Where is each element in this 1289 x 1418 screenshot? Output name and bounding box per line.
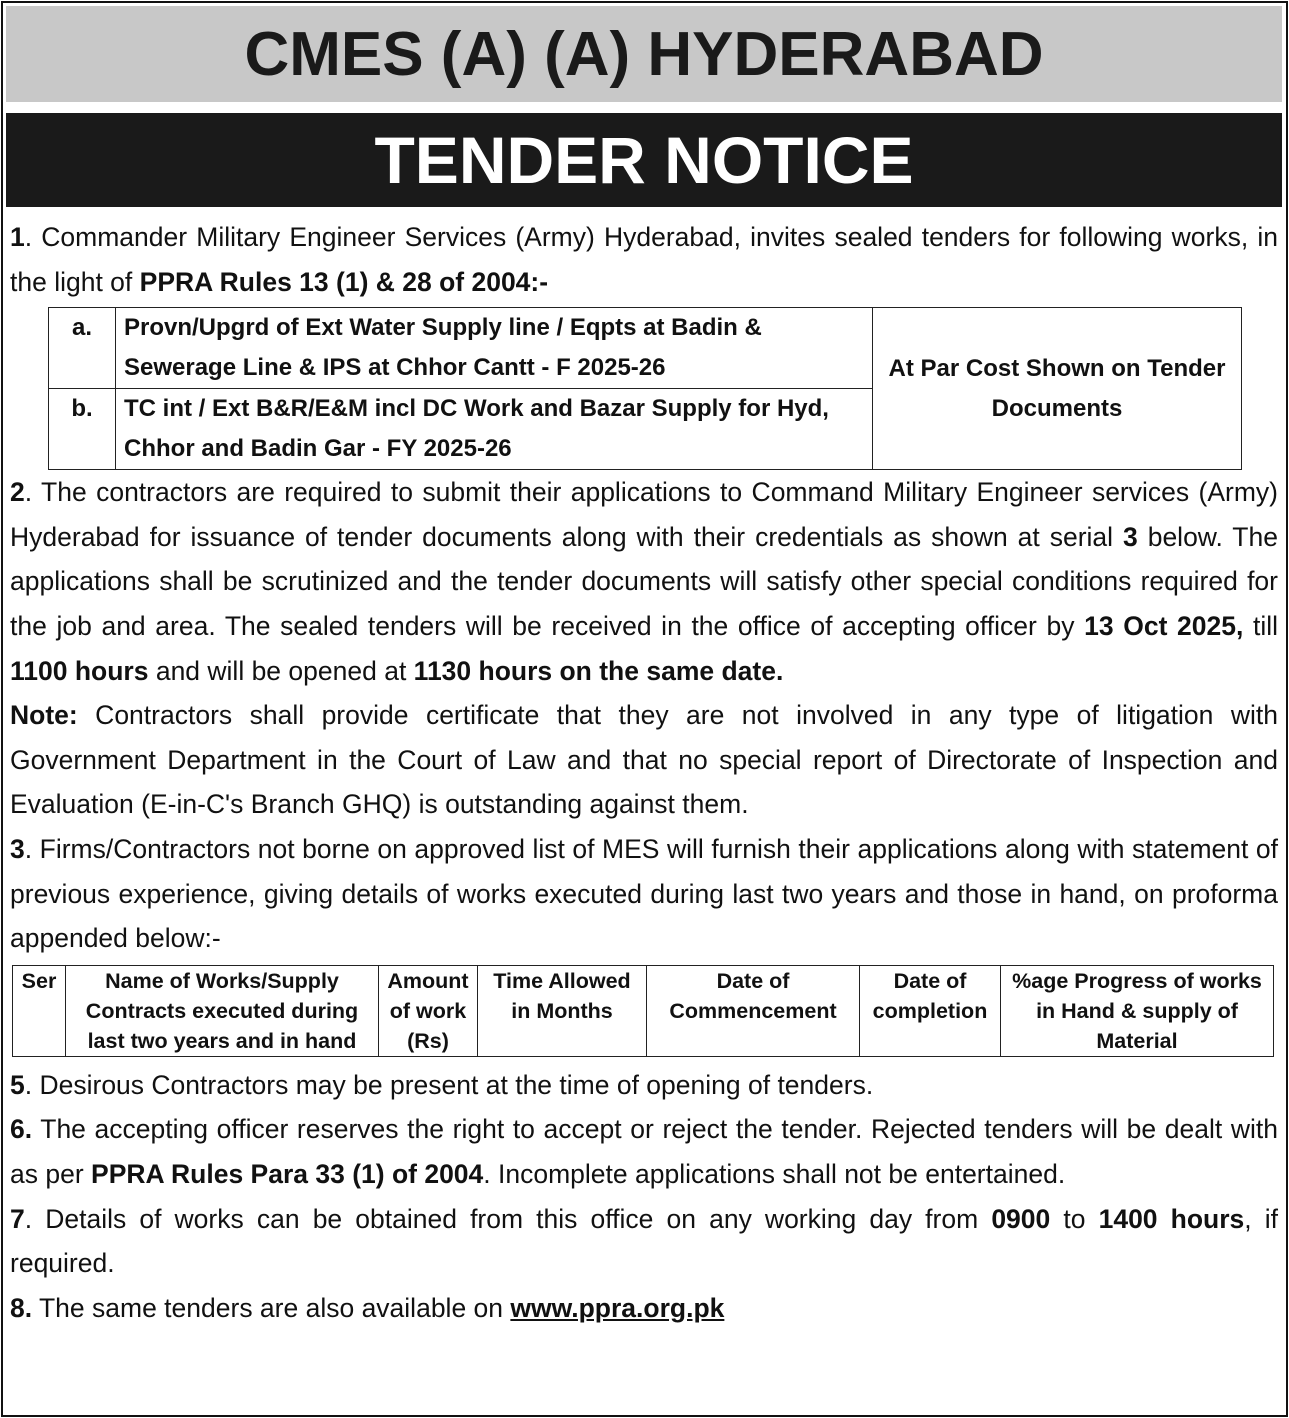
page-title: TENDER NOTICE	[6, 113, 1282, 207]
work-ser: a.	[49, 308, 116, 389]
para-number: 6.	[10, 1114, 33, 1145]
para-text: and will be opened at	[148, 655, 414, 686]
col-header: Name of Works/Supply Contracts executed during last two years and in hand	[66, 965, 379, 1056]
note-text: Contractors shall provide certificate that they are not involved in any type of litigation with Government Department in the Court of Law and that no special report of Directorate of Inspection and Evaluation (E-in-C's Branch GHQ) is outstanding against them.	[10, 700, 1278, 820]
para-text: . Incomplete applications shall not be entertained.	[483, 1158, 1066, 1189]
para-number: 2	[10, 477, 25, 508]
col-header: Ser	[13, 965, 66, 1056]
paragraph-8	[10, 1286, 1278, 1331]
col-header: %age Progress of works in Hand & supply of Material	[1001, 965, 1274, 1056]
para-text: The accepting officer reserves the right to accept or reject the tender. Rejected tenders will be dealt with as per	[10, 1114, 1278, 1189]
office-header: CMES (A) (A) HYDERABAD	[6, 6, 1282, 102]
para-number: 5	[10, 1069, 25, 1100]
paragraph-1	[10, 215, 1278, 304]
para-bold: 1400 hours	[1098, 1203, 1245, 1234]
para-bold: PPRA Rules 13 (1) & 28 of 2004:-	[139, 266, 549, 297]
ppra-link[interactable]: www.ppra.org.pk	[510, 1292, 725, 1323]
para-number: 7	[10, 1203, 25, 1234]
proforma-table	[12, 965, 1274, 1057]
works-table	[48, 307, 1242, 470]
para-number: 3	[10, 833, 25, 864]
col-header: Time Allowed in Months	[478, 965, 647, 1056]
para-number: 1	[10, 222, 25, 252]
col-header: Date of Commencement	[647, 965, 860, 1056]
paragraph-5	[10, 1063, 1278, 1108]
para-bold: PPRA Rules Para 33 (1) of 2004	[91, 1158, 484, 1189]
paragraph-3	[10, 827, 1278, 961]
para-text: . The contractors are required to submit their applications to Command Military Engineer services (Army) Hyderabad for issuance of tender documents along with their credentials as shown at serial	[10, 477, 1278, 552]
para-text: . Commander Military Engineer Services (Army) Hyderabad, invites sealed tenders for following works, in the light of	[10, 222, 1278, 297]
work-cost: At Par Cost Shown on Tender Documents	[873, 308, 1242, 470]
para-text: . Desirous Contractors may be present at the time of opening of tenders.	[24, 1069, 874, 1100]
para-text: below. The applications shall be scrutinized and the tender documents will satisfy other special conditions required for the job and area. The sealed tenders will be received in the office of accepting officer by	[10, 521, 1278, 641]
para-text: , if required.	[10, 1203, 1279, 1279]
col-header: Date of completion	[860, 965, 1001, 1056]
paragraph-2	[10, 470, 1278, 693]
work-ser: b.	[49, 389, 116, 470]
note-label: Note:	[10, 700, 78, 731]
paragraph-7	[10, 1197, 1278, 1286]
opening-time: 1130 hours on the same date.	[413, 655, 784, 686]
para-text: The same tenders are also available on	[32, 1292, 511, 1323]
col-header: Amount of work (Rs)	[379, 965, 478, 1056]
para-text: . Firms/Contractors not borne on approved list of MES will furnish their applications along with statement of previous experience, giving details of works executed during last two years and those in hand, on proforma appended below:-	[10, 833, 1278, 954]
deadline-time: 1100 hours	[10, 655, 149, 686]
table-header-row	[13, 965, 1274, 1056]
para-text: till	[1243, 610, 1279, 641]
notice-body	[10, 215, 1278, 1330]
work-desc: TC int / Ext B&R/E&M incl DC Work and Bazar Supply for Hyd, Chhor and Badin Gar - FY 2025-26	[116, 389, 873, 470]
paragraph-6	[10, 1107, 1278, 1196]
para-bold: 3	[1123, 521, 1138, 552]
para-text: . Details of works can be obtained from this office on any working day from	[24, 1203, 992, 1234]
deadline-date: 13 Oct 2025,	[1084, 610, 1244, 641]
para-bold: 0900	[991, 1203, 1051, 1234]
note-paragraph	[10, 693, 1278, 827]
table-row	[49, 308, 1242, 389]
para-text: to	[1050, 1203, 1099, 1234]
work-desc: Provn/Upgrd of Ext Water Supply line / Eqpts at Badin & Sewerage Line & IPS at Chhor Cantt - F 2025-26	[116, 308, 873, 389]
para-number: 8.	[10, 1292, 33, 1323]
